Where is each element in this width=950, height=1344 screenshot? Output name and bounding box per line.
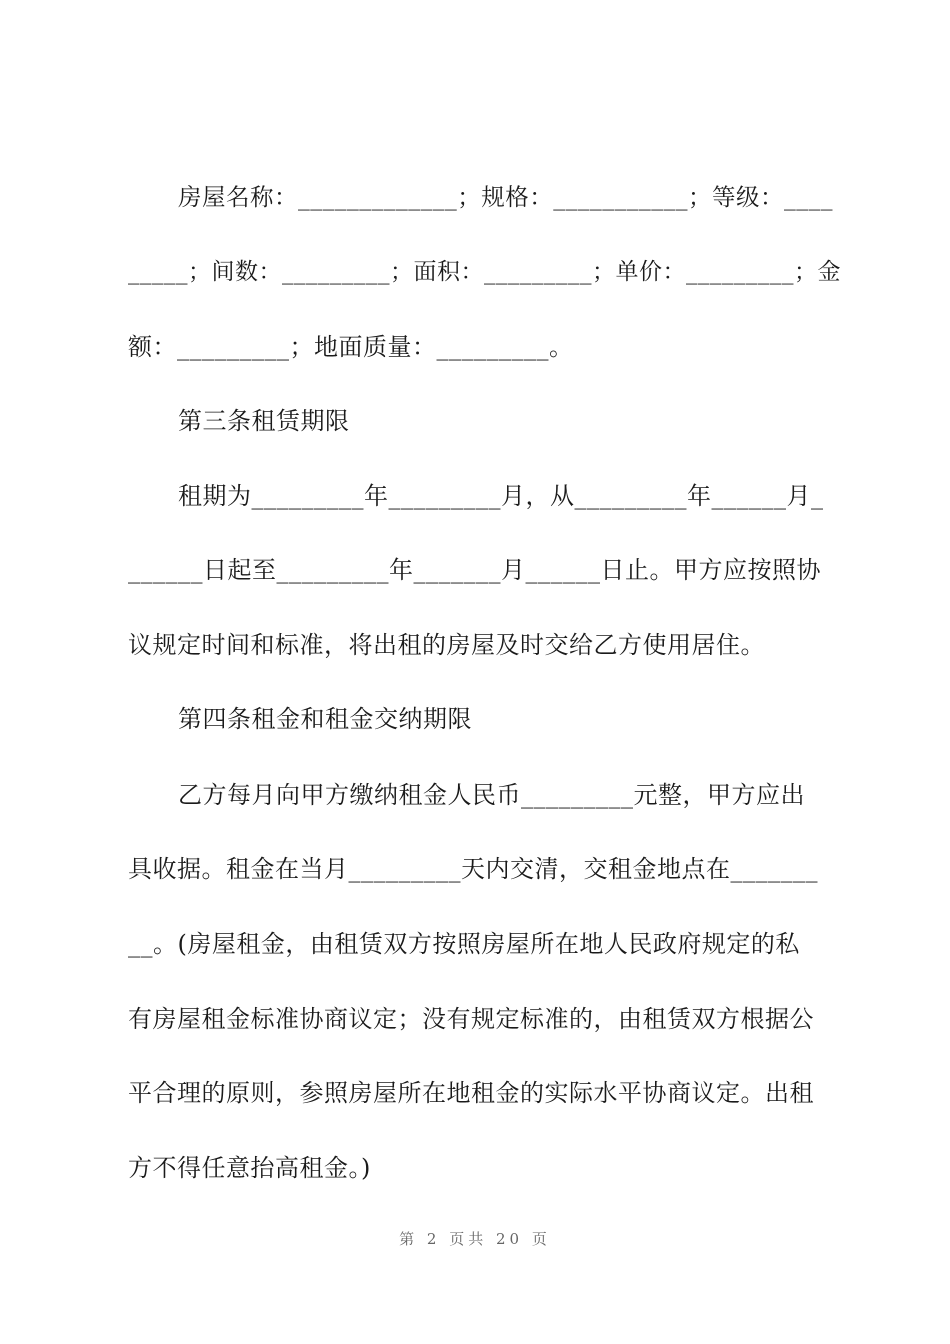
- page-number-footer: 第 2 页共 20 页: [399, 1230, 551, 1248]
- section-heading: 第三条租赁期限: [178, 407, 350, 435]
- paragraph-line: __。(房屋租金，由租赁双方按照房屋所在地人民政府规定的私: [128, 930, 800, 958]
- paragraph-line: 乙方每月向甲方缴纳租金人民币_________元整，甲方应出: [178, 781, 805, 809]
- paragraph-line: 租期为_________年_________月，从_________年______月_: [178, 482, 824, 510]
- paragraph-line: 平合理的原则，参照房屋所在地租金的实际水平协商议定。出租: [128, 1079, 814, 1107]
- paragraph-line: 方不得任意抬高租金。): [128, 1154, 371, 1182]
- paragraph-line: 具收据。租金在当月_________天内交清，交租金地点在_______: [128, 855, 818, 883]
- paragraph-line: 有房屋租金标准协商议定；没有规定标准的，由租赁双方根据公: [128, 1005, 814, 1033]
- paragraph-line: 房屋名称：_____________；规格：___________；等级：____: [178, 183, 833, 211]
- section-heading: 第四条租金和租金交纳期限: [178, 705, 472, 733]
- paragraph-line: 额：_________；地面质量：_________。: [128, 333, 574, 361]
- paragraph-line: ______日起至_________年_______月______日止。甲方应按照协: [128, 556, 821, 584]
- paragraph-line: _____；间数：_________；面积：_________；单价：_________；金: [128, 259, 841, 285]
- paragraph-line: 议规定时间和标准，将出租的房屋及时交给乙方使用居住。: [128, 631, 765, 659]
